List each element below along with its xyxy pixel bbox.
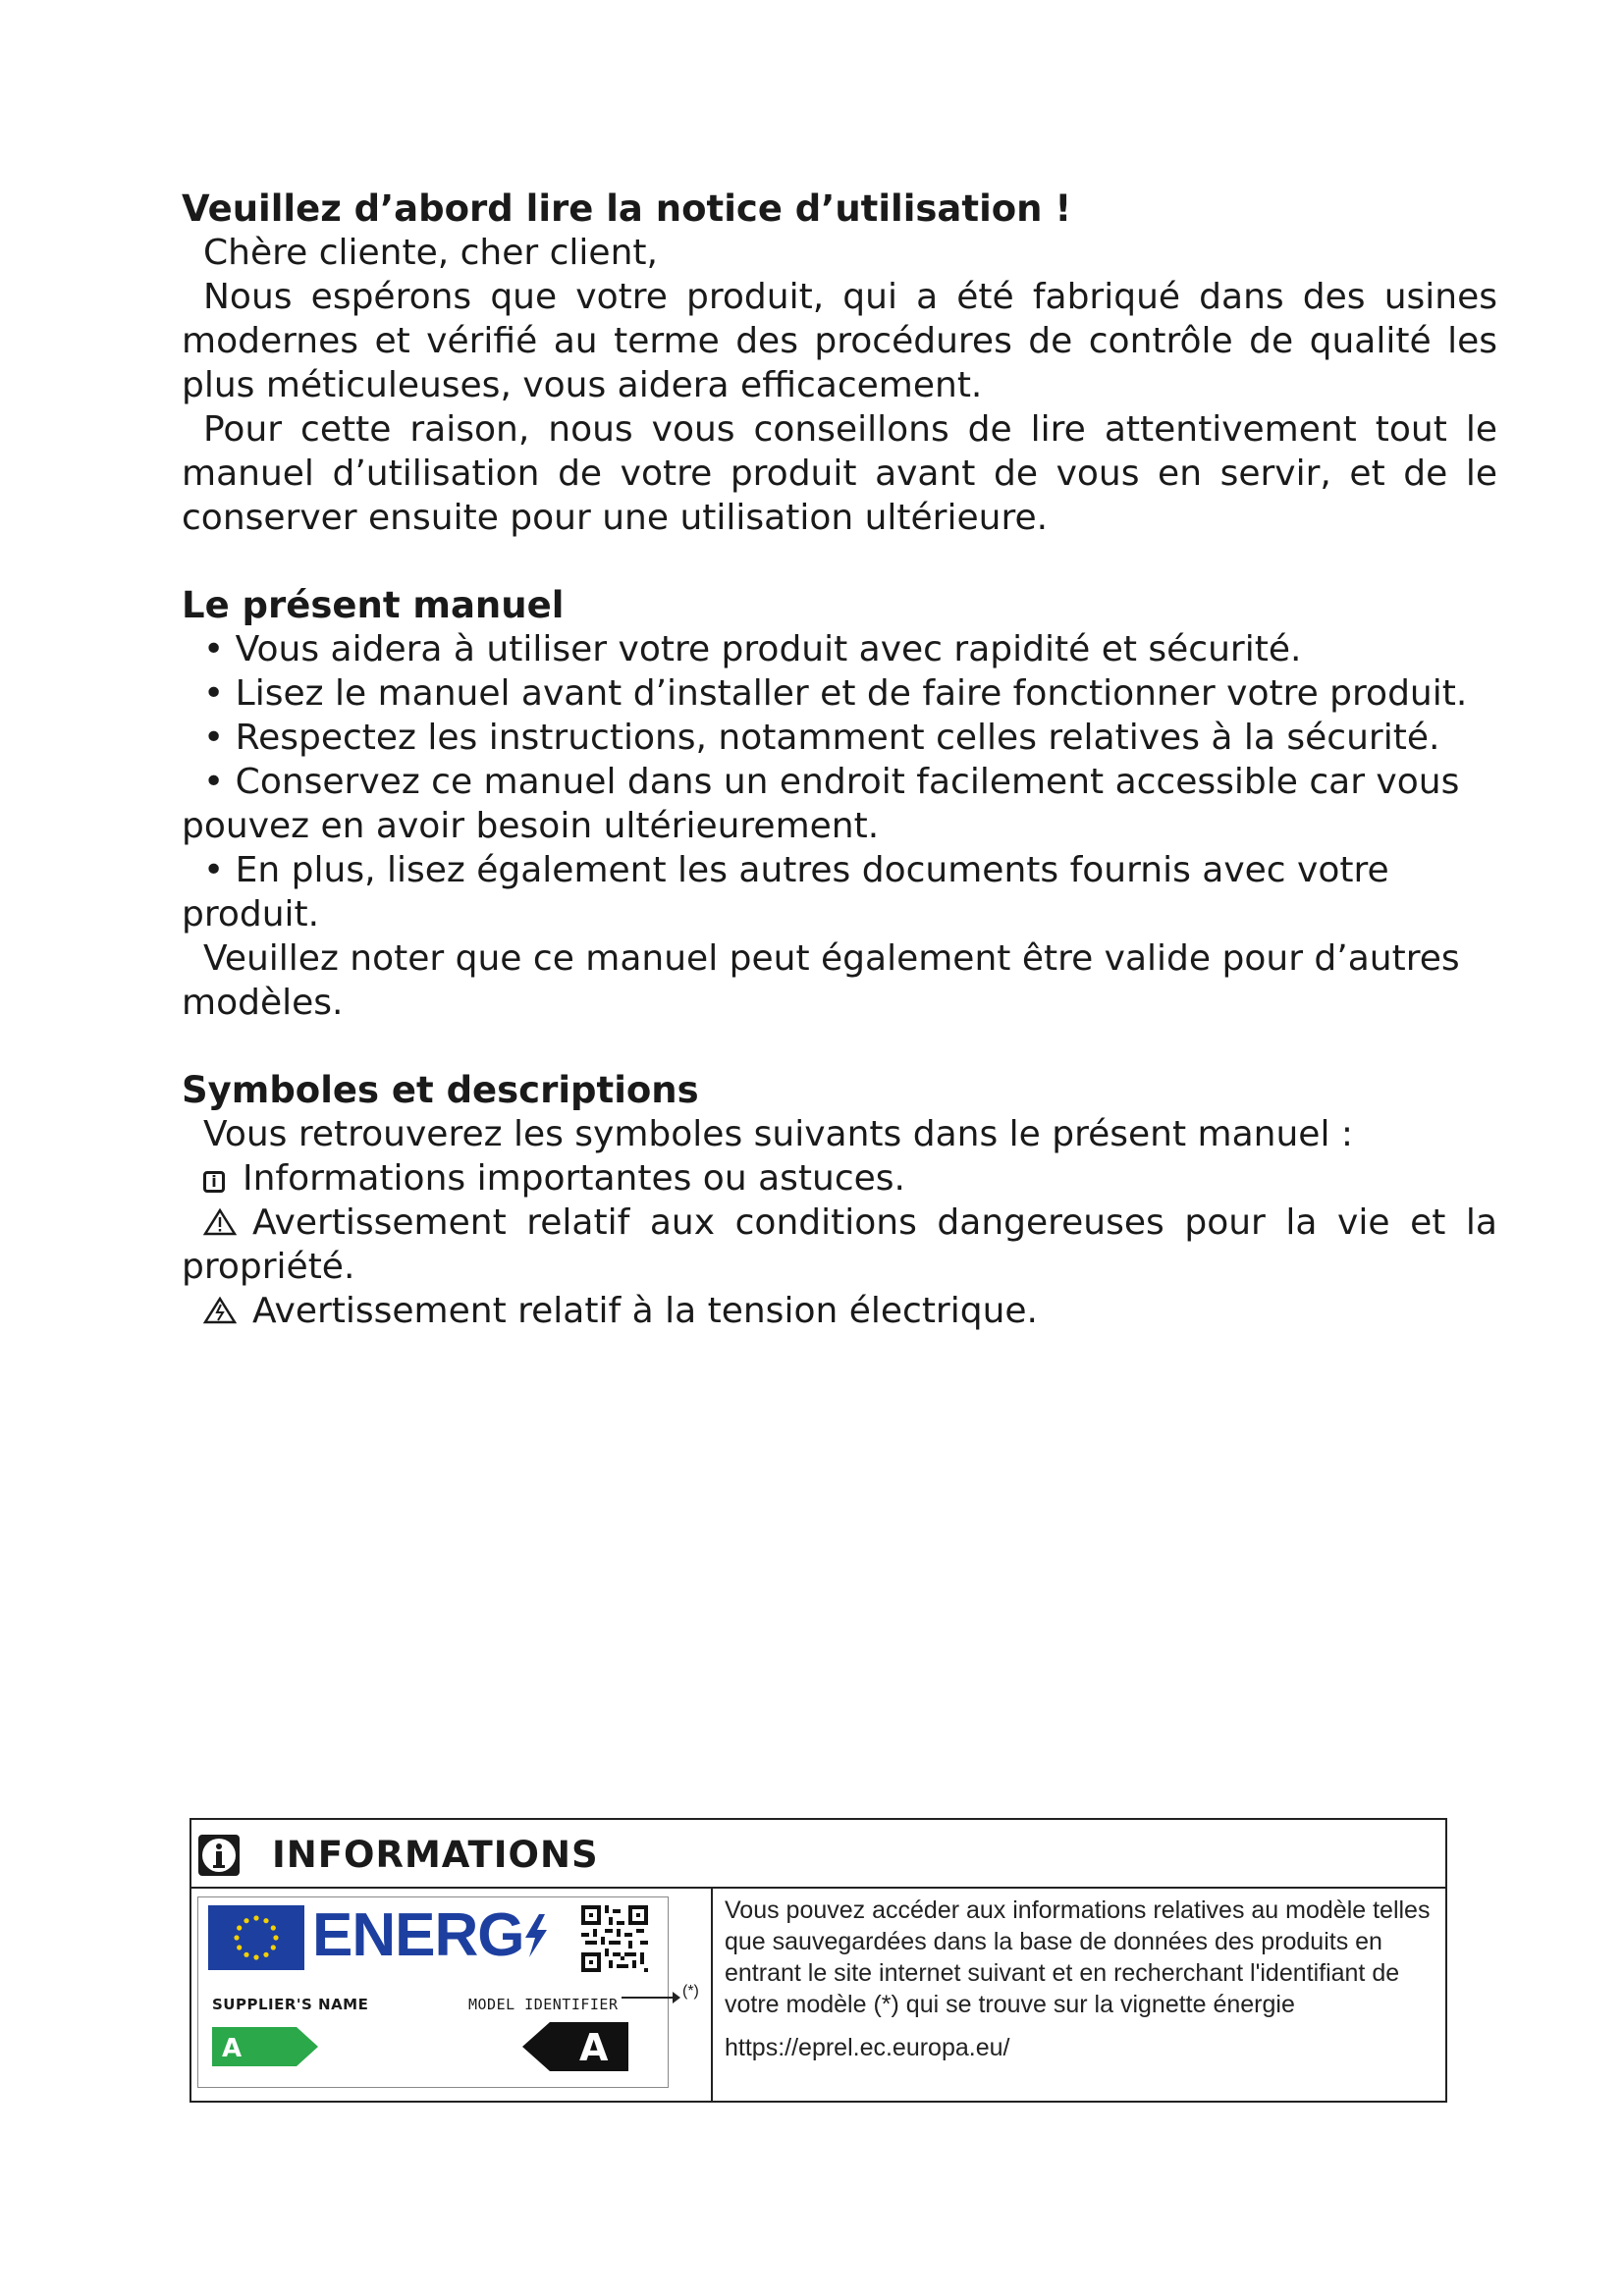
symbol-text: Informations importantes ou astuces. bbox=[243, 1158, 905, 1199]
symbols-section-title: Symboles et descriptions bbox=[182, 1069, 699, 1111]
intro-paragraph-2: Pour cette raison, nous vous conseillons de lire attentivement tout le manuel d’utilisation de votre produit avant de vous en servir, et de le conserver ensuite pour une utilisation ultérieure. bbox=[182, 409, 1497, 538]
greeting: Chère cliente, cher client, bbox=[203, 233, 658, 273]
class-left-text: A bbox=[222, 2034, 243, 2063]
symbol-text: Avertissement relatif à la tension électrique. bbox=[252, 1291, 1038, 1331]
warning-icon bbox=[203, 1208, 237, 1236]
manual-bullet: • Lisez le manuel avant d’installer et de faire fonctionner votre produit. bbox=[203, 673, 1468, 714]
energy-label-logo: ENERG bbox=[312, 1903, 549, 1968]
symbol-item-info bbox=[182, 1156, 1497, 1201]
class-right-text: A bbox=[579, 2026, 609, 2069]
supplier-name: SUPPLIER'S NAME bbox=[212, 1996, 369, 2013]
energy-class-arrow-black bbox=[522, 2022, 628, 2071]
information-box bbox=[189, 1818, 1447, 2103]
symbol-text: Avertissement relatif aux conditions dangereuses pour la vie et la propriété. bbox=[182, 1202, 1497, 1287]
information-box-title: INFORMATIONS bbox=[272, 1834, 599, 1876]
electric-warning-icon bbox=[203, 1297, 237, 1324]
model-pointer-arrow bbox=[673, 1992, 680, 2003]
intro-paragraph-1: Nous espérons que votre produit, qui a été fabriqué dans des usines modernes et vérifié au terme des procédures de contrôle de qualité les plus méticuleuses, vous aidera efficacement. bbox=[182, 277, 1497, 405]
information-description: Vous pouvez accéder aux informations relatives au modèle telles que sauvegardées dans la base de données des produits en entrant le site internet suivant et en recherchant l'identifiant de votre modèle (*) qui se trouve sur la vignette énergie bbox=[725, 1896, 1431, 2018]
information-box-header bbox=[191, 1820, 1445, 1889]
symbol-item-warning bbox=[182, 1201, 1497, 1289]
model-pointer-line bbox=[622, 1997, 677, 1999]
model-star-note: (*) bbox=[682, 1983, 699, 2000]
lightning-icon bbox=[523, 1914, 549, 1957]
manual-bullet: • En plus, lisez également les autres documents fournis avec votre produit. bbox=[182, 850, 1389, 934]
manual-bullet: • Respectez les instructions, notamment celles relatives à la sécurité. bbox=[203, 718, 1440, 758]
model-identifier: MODEL IDENTIFIER bbox=[468, 1996, 619, 2013]
info-icon: i bbox=[203, 1171, 225, 1193]
info-circle-icon bbox=[197, 1834, 241, 1877]
eu-flag-icon bbox=[208, 1905, 304, 1970]
energy-label-panel bbox=[191, 1889, 713, 2101]
manual-page-content bbox=[182, 187, 1497, 1333]
symbol-item-electric bbox=[182, 1289, 1497, 1333]
energy-label bbox=[197, 1896, 669, 2088]
manual-bullet: • Vous aidera à utiliser votre produit avec rapidité et sécurité. bbox=[203, 629, 1302, 669]
energy-class-arrow-green bbox=[212, 2027, 318, 2066]
manual-bullet: • Conservez ce manuel dans un endroit facilement accessible car vous pouvez en avoir besoin ultérieurement. bbox=[182, 762, 1460, 846]
information-text bbox=[725, 1895, 1432, 2063]
eprel-link[interactable]: https://eprel.ec.europa.eu/ bbox=[725, 2034, 1010, 2061]
manual-section-title: Le présent manuel bbox=[182, 584, 565, 626]
intro-title: Veuillez d’abord lire la notice d’utilisation ! bbox=[182, 187, 1072, 230]
symbols-intro: Vous retrouverez les symboles suivants dans le présent manuel : bbox=[203, 1114, 1354, 1154]
manual-note: Veuillez noter que ce manuel peut également être valide pour d’autres modèles. bbox=[182, 938, 1460, 1023]
qr-code-icon bbox=[581, 1905, 648, 1972]
